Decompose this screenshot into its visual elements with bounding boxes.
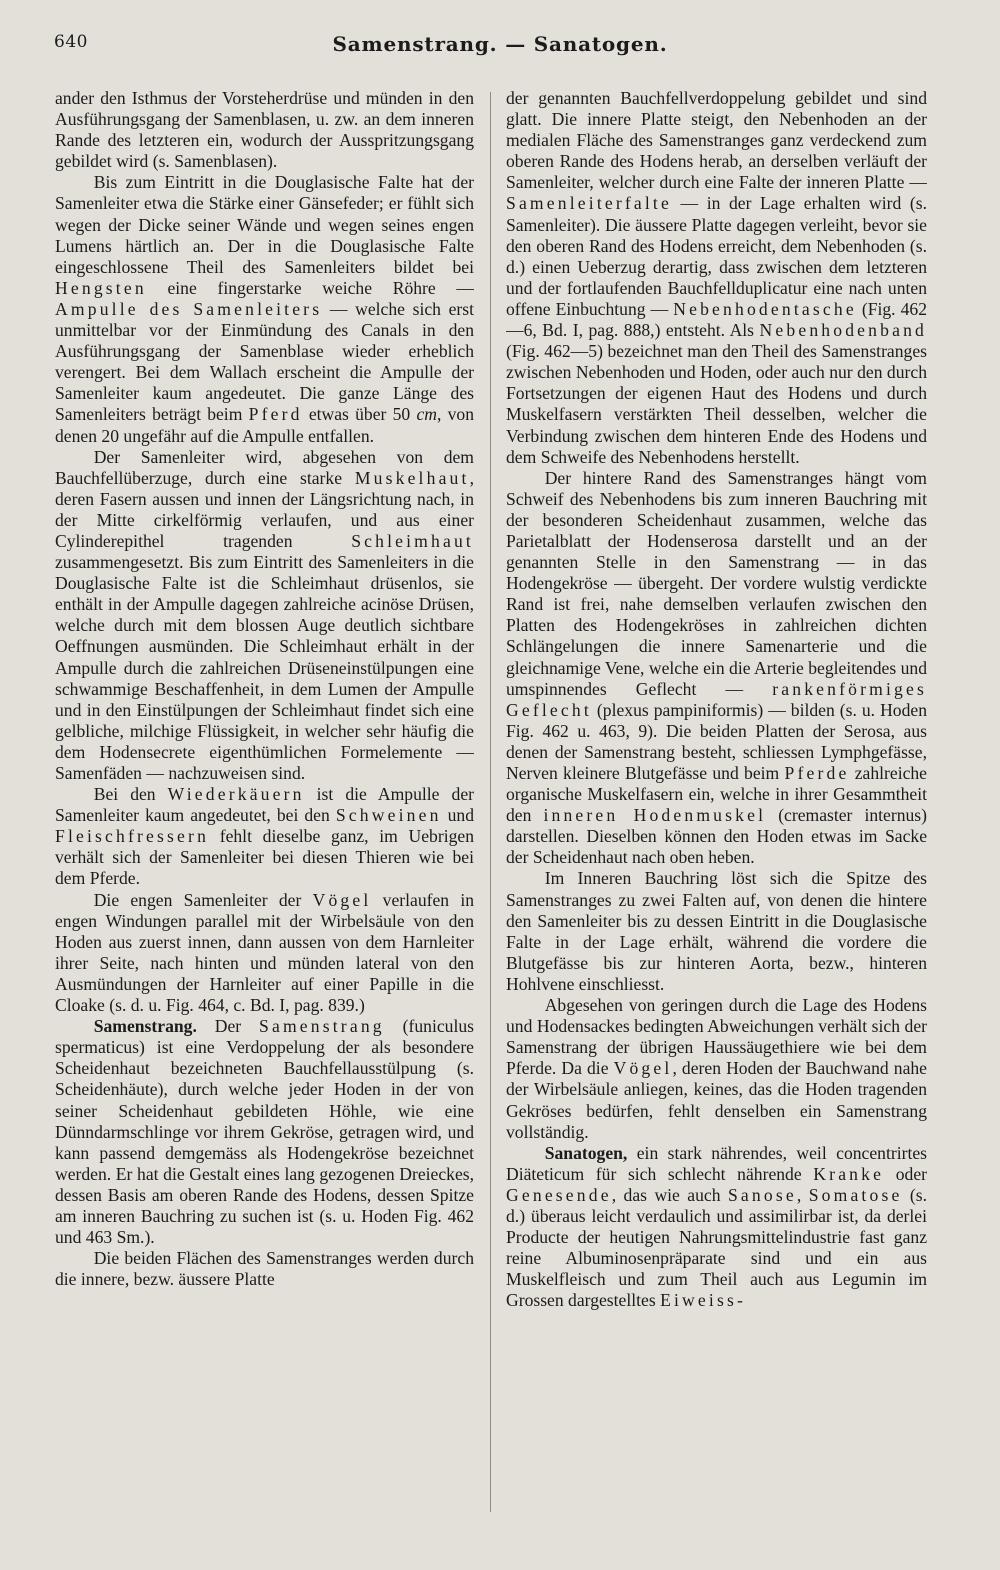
running-title: Samenstrang. — Sanatogen.	[332, 32, 668, 56]
spaced-term: Sanose	[727, 1184, 797, 1205]
spaced-term: Pferd	[248, 404, 303, 425]
spaced-term: Fleischfressern	[55, 826, 210, 847]
paragraph: Der hintere Rand des Samenstranges hängt vom Schweif des Nebenhodens bis zum inneren Bauchring mit der besonderen Scheidenhaut zusammen, welche das Parietalblatt der Hodenserosa darstellt und an der genannten Stelle in den Samenstrang — in das Hodengekröse — übergeht. Der vordere wulstig verdickte Rand ist frei, nahe demselben verlaufen zwischen den Platten des Hodengekröses in zahlreichen dichten Schlängelungen die innere Samenarterie und die gleichnamige Vene, welche ein die Arterie begleitendes und umspinnendes Geflecht — rankenförmiges Geflecht (plexus pampiniformis) — bilden (s. u. Hoden Fig. 462 u. 463, 9). Die beiden Platten der Serosa, aus denen der Samenstrang besteht, schliessen Lymphgefässe, Nerven kleinere Blutgefässe und beim Pferde zahlreiche organische Muskelfasern ein, welche in ihrer Gesammtheit den inneren Hodenmuskel (cremaster internus) darstellen. Dieselben können den Hoden etwas im Sacke der Scheidenhaut nach oben heben.	[506, 467, 927, 868]
spaced-term: Nebenhodenband	[759, 320, 927, 341]
spaced-term: Schleimhaut	[351, 530, 474, 551]
paragraph: Bei den Wiederkäuern ist die Ampulle der Samenleiter kaum angedeutet, bei den Schweinen und Fleischfressern fehlt dieselbe ganz, im Uebrigen verhält sich der Samenleiter bei diesen Thieren wie bei dem Pferde.	[55, 784, 474, 889]
spaced-term: Pferde	[784, 763, 850, 783]
spaced-term: Kranke	[813, 1163, 885, 1184]
spaced-term: Vögel	[613, 1058, 673, 1079]
spaced-term: Muskelhaut	[354, 467, 470, 488]
paragraph: Die engen Samenleiter der Vögel verlaufen in engen Windungen parallel mit der Wirbelsäule von den Hoden aus zuerst innen, dann aussen von dem Harnleiter ihrer Seite, nach hinten und münden lateral von den Ausmündungen der Harnleiter auf einer Papille in die Cloake (s. d. u. Fig. 464, c. Bd. I, pag. 839.)	[55, 889, 474, 1016]
paragraph: Der Samenleiter wird, abgesehen von dem Bauchfellüberzuge, durch eine starke Muskelhaut, deren Fasern aussen und innen der Längsrichtung nach, in der Mitte cirkelförmig verlaufen, und aus einer Cylinderepithel tragenden Schleimhaut zusammengesetzt. Bis zum Eintritt des Samenleiters in die Douglasische Falte ist die Schleimhaut drüsenlos, sie enthält in der Ampulle dagegen zahlreiche acinöse Drüsen, welche durch mit dem blossen Auge deutlich sichtbare Oeffnungen ausmünden. Die Schleimhaut erhält in der Ampulle durch die zahlreichen Drüseneinstülpungen eine schwammige Beschaffenheit, in dem Lumen der Ampulle und in den Einstülpungen der Schleimhaut findet sich eine gelbliche, milchige Flüssigkeit, in welcher sehr häufig die dem Hodensecrete eigenthümlichen Formelemente — Samenfäden — nachzuweisen sind.	[55, 446, 474, 783]
spaced-term: Vögel	[312, 889, 372, 910]
spaced-term: Wiederkäuern	[167, 784, 305, 805]
paragraph: der genannten Bauchfellverdoppelung gebildet und sind glatt. Die innere Platte steigt, den Nebenhoden an der medialen Fläche des Samenstranges ganz verdeckend zum oberen Rande des Hodens herab, an derselben verläuft der Samenleiter, welcher durch eine Falte der inneren Platte — Samenleiterfalte — in der Lage erhalten wird (s. Samenleiter). Die äussere Platte dagegen verleiht, bevor sie den oberen Rand des Hodens erreicht, dem Nebenhoden (s. d.) einen Ueberzug derartig, dass zwischen dem letzteren und der fortlaufenden Bauchfellduplicatur eine nach unten offene Einbuchtung — Nebenhodentasche (Fig. 462—6, Bd. I, pag. 888,) entsteht. Als Nebenhodenband (Fig. 462—5) bezeichnet man den Theil des Samenstranges zwischen Nebenhoden und Hoden, oder auch nur den durch Fortsetzungen der eigenen Haut des Hodens und durch Muskelfasern verstärkten Theil desselben, welcher die Verbindung zwischen dem hinteren Ende des Hodens und dem Schweife des Nebenhodens herstellt.	[506, 88, 927, 467]
spaced-term: rankenförmiges Geflecht	[506, 678, 927, 720]
spaced-term: Schweinen	[335, 805, 442, 826]
entry-heading: Sanatogen,	[544, 1142, 628, 1163]
left-column	[55, 88, 474, 1528]
paragraph: Abgesehen von geringen durch die Lage des Hodens und Hodensackes bedingten Abweichungen verhält sich der Samenstrang der übrigen Haussäugethiere wie bei dem Pferde. Da die Vögel, deren Hoden der Bauchwand nahe der Wirbelsäule anliegen, keines, das die Hoden tragenden Gekröses bedürfen, fehlt denselben ein Samenstrang vollständig.	[506, 995, 927, 1142]
paragraph: Bis zum Eintritt in die Douglasische Falte hat der Samenleiter etwa die Stärke einer Gänsefeder; er fühlt sich wegen der Dicke seiner Wände und wegen seines engen Lumens härtlich an. Der in die Douglasische Falte eingeschlossene Theil des Samenleiters bildet bei Hengsten eine fingerstarke weiche Röhre — Ampulle des Samenleiters — welche sich erst unmittelbar vor der Einmündung des Canals in den Ausführungsgang der Samenblase wieder erheblich verengert. Bei dem Wallach erscheint die Ampulle der Samenleiter kaum angedeutet. Die ganze Länge des Samenleiters beträgt beim Pferd etwas über 50 cm, von denen 20 ungefähr auf die Ampulle entfallen.	[55, 172, 474, 446]
spaced-term: Samenstrang	[259, 1016, 385, 1037]
spaced-term: Ampulle des Samenleiters	[55, 298, 323, 319]
spaced-term: Genesende	[506, 1184, 612, 1205]
spaced-term: Eiweiss-	[660, 1290, 747, 1311]
paragraph: Im Inneren Bauchring löst sich die Spitze des Samenstranges zu zwei Falten auf, von denen die hintere den Samenleiter bis zu dessen Eintritt in die Douglasische Falte in der Lage erhält, während die vordere die Blutgefässe bis zur hinteren Aorta, bezw., hinteren Hohlvene einschliesst.	[506, 868, 927, 994]
unit: cm	[416, 404, 437, 425]
spaced-term: Nebenhodentasche	[673, 298, 857, 319]
spaced-term: inneren Hodenmuskel	[543, 805, 767, 826]
paragraph: ander den Isthmus der Vorsteherdrüse und münden in den Ausführungsgang der Samenblasen, u. zw. an dem inneren Rande des letzteren ein, wodurch der Ausspritzungsgang gebildet wird (s. Samenblasen).	[55, 88, 474, 172]
page-header	[50, 32, 950, 62]
right-column	[506, 88, 927, 1528]
spaced-term: Somatose	[808, 1184, 903, 1205]
page-number: 640	[54, 32, 88, 52]
column-divider	[490, 92, 491, 1512]
spaced-term: Hengsten	[55, 277, 147, 298]
spaced-term: Samenleiterfalte	[506, 193, 672, 214]
entry-sanatogen: Sanatogen, ein stark nährendes, weil concentrirtes Diäteticum für sich schlecht nährende Kranke oder Genesende, das wie auch Sanose, Somatose (s. d.) überaus leicht verdaulich und assimilirbar ist, da derlei Producte der heutigen Nahrungsmittelindustrie fast ganz reine Albuminosenpräparate sind und ein aus Muskelfleisch und zum Theil auch aus Legumin im Grossen dargestelltes Eiweiss-	[506, 1142, 927, 1311]
paragraph: Die beiden Flächen des Samenstranges werden durch die innere, bezw. äussere Platte	[55, 1248, 474, 1290]
entry-heading: Samenstrang.	[93, 1016, 197, 1037]
entry-samenstrang: Samenstrang. Der Samenstrang (funiculus spermaticus) ist eine Verdoppelung der als besondere Scheidenhaut bezeichneten Bauchfellausstülpung (s. Scheidenhäute), durch welche jeder Hoden in der von seiner Scheidenhaut gebildeten Höhle, wie eine Dünndarmschlinge vor ihrem Gekröse, getragen wird, und kann passend demgemäss als Hodengekröse bezeichnet werden. Er hat die Gestalt eines lang gezogenen Dreieckes, dessen Basis am oberen Rande des Hodens, dessen Spitze am inneren Bauchring zu suchen ist (s. u. Hoden Fig. 462 und 463 Sm.).	[55, 1016, 474, 1248]
